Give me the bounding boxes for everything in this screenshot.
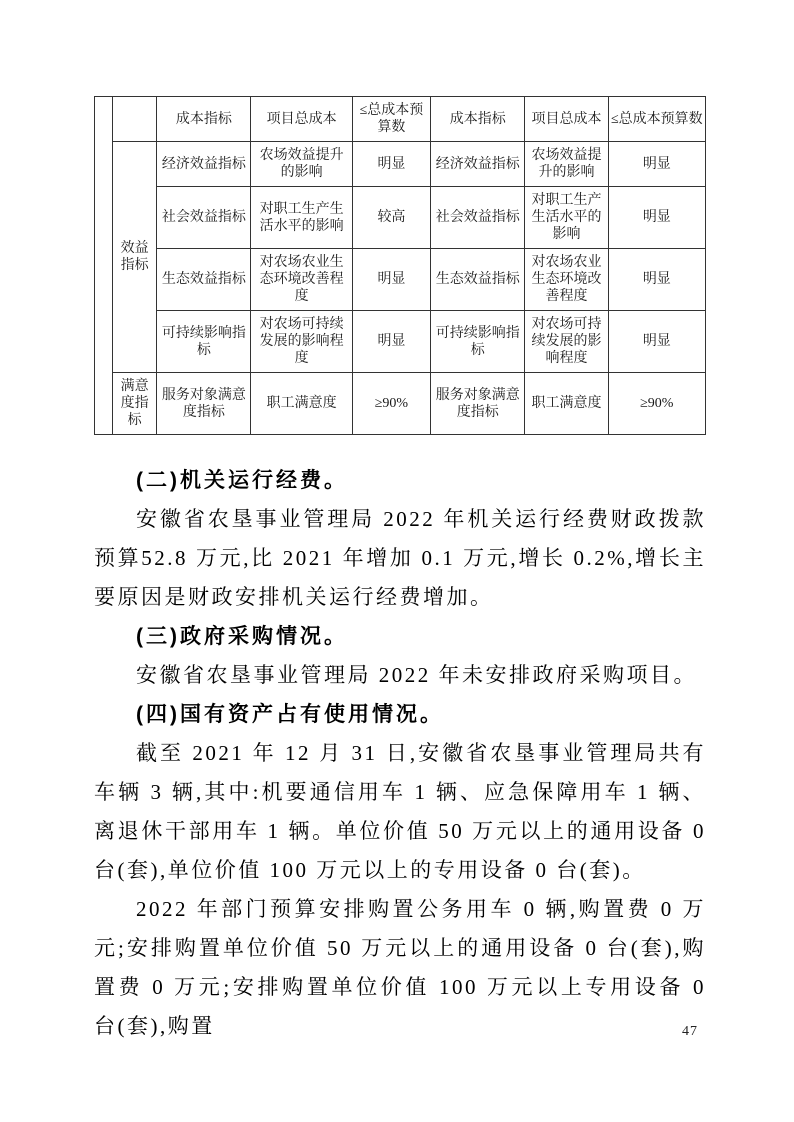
page-content xyxy=(94,96,706,1046)
table-cell: 生态效益指标 xyxy=(157,249,251,311)
table-row-cost xyxy=(95,97,706,142)
table-cell: 明显 xyxy=(608,249,705,311)
table-cell: 明显 xyxy=(352,142,430,187)
table-cell: 农场效益提升的影响 xyxy=(525,142,608,187)
table-cell: 职工满意度 xyxy=(525,373,608,435)
table-cell: 对职工生产生活水平的影响 xyxy=(525,187,608,249)
table-group-cell-effect: 效益指标 xyxy=(113,142,157,373)
table-row-economic xyxy=(95,142,706,187)
table-cell: 对职工生产生活水平的影响 xyxy=(251,187,352,249)
table-cell: ≥90% xyxy=(352,373,430,435)
page-number: 47 xyxy=(682,1024,698,1039)
paragraph: 2022 年部门预算安排购置公务用车 0 辆,购置费 0 万元;安排购置单位价值 50 万元以上的通用设备 0 台(套),购置费 0 万元;安排购置单位价值 100 万元以上专用设备 0 台(套),购置 xyxy=(94,897,706,1038)
table-cell: 生态效益指标 xyxy=(431,249,525,311)
table-cell: 农场效益提升的影响 xyxy=(251,142,352,187)
table-cell: 明显 xyxy=(608,311,705,373)
table-row-ecological xyxy=(95,249,706,311)
table-cell: 社会效益指标 xyxy=(157,187,251,249)
table-cell: 对农场农业生态环境改善程度 xyxy=(525,249,608,311)
table-row-satisfaction xyxy=(95,373,706,435)
table-group-cell-satisfaction: 满意度指标 xyxy=(113,373,157,435)
table-cell: 较高 xyxy=(352,187,430,249)
table-cell: ≤总成本预算数 xyxy=(608,97,705,142)
table-group-cell-empty xyxy=(113,97,157,142)
table-cell: 对农场农业生态环境改善程度 xyxy=(251,249,352,311)
table-cell: 对农场可持续发展的影响程度 xyxy=(525,311,608,373)
table-cell: 服务对象满意度指标 xyxy=(431,373,525,435)
table-cell: 明显 xyxy=(608,187,705,249)
table-cell: 对农场可持续发展的影响程度 xyxy=(251,311,352,373)
table-row-social xyxy=(95,187,706,249)
table-cell: 明显 xyxy=(352,311,430,373)
table-cell: 服务对象满意度指标 xyxy=(157,373,251,435)
table-cell: 明显 xyxy=(608,142,705,187)
table-cell: ≥90% xyxy=(608,373,705,435)
table-cell: 职工满意度 xyxy=(251,373,352,435)
section-heading-government-procurement: (三)政府采购情况。 xyxy=(136,625,348,648)
table-cell: 成本指标 xyxy=(431,97,525,142)
table-cell: 经济效益指标 xyxy=(157,142,251,187)
paragraph: 截至 2021 年 12 月 31 日,安徽省农垦事业管理局共有车辆 3 辆,其中:机要通信用车 1 辆、应急保障用车 1 辆、离退休干部用车 1 辆。单位价值 50 万元以上的通用设备 0 台(套),单位价值 100 万元以上的专用设备 0 台(套)。 xyxy=(94,741,706,882)
table-cell: 明显 xyxy=(352,249,430,311)
table-cell: 成本指标 xyxy=(157,97,251,142)
table-cell: 社会效益指标 xyxy=(431,187,525,249)
table-cell: 项目总成本 xyxy=(525,97,608,142)
section-heading-agency-operating-funds: (二)机关运行经费。 xyxy=(136,469,348,492)
table-cell: 可持续影响指标 xyxy=(157,311,251,373)
table-left-spacer-cell xyxy=(95,97,113,435)
table-cell: 项目总成本 xyxy=(251,97,352,142)
paragraph: 安徽省农垦事业管理局 2022 年机关运行经费财政拨款预算52.8 万元,比 2021 年增加 0.1 万元,增长 0.2%,增长主要原因是财政安排机关运行经费增加。 xyxy=(94,507,706,609)
paragraph: 安徽省农垦事业管理局 2022 年未安排政府采购项目。 xyxy=(136,663,697,687)
table-cell: ≤总成本预算数 xyxy=(352,97,430,142)
table-cell: 可持续影响指标 xyxy=(431,311,525,373)
table-cell: 经济效益指标 xyxy=(431,142,525,187)
table-row-sustainability xyxy=(95,311,706,373)
section-heading-state-assets: (四)国有资产占有使用情况。 xyxy=(136,703,444,726)
text-sections xyxy=(94,461,706,1046)
performance-indicators-table xyxy=(94,96,706,435)
